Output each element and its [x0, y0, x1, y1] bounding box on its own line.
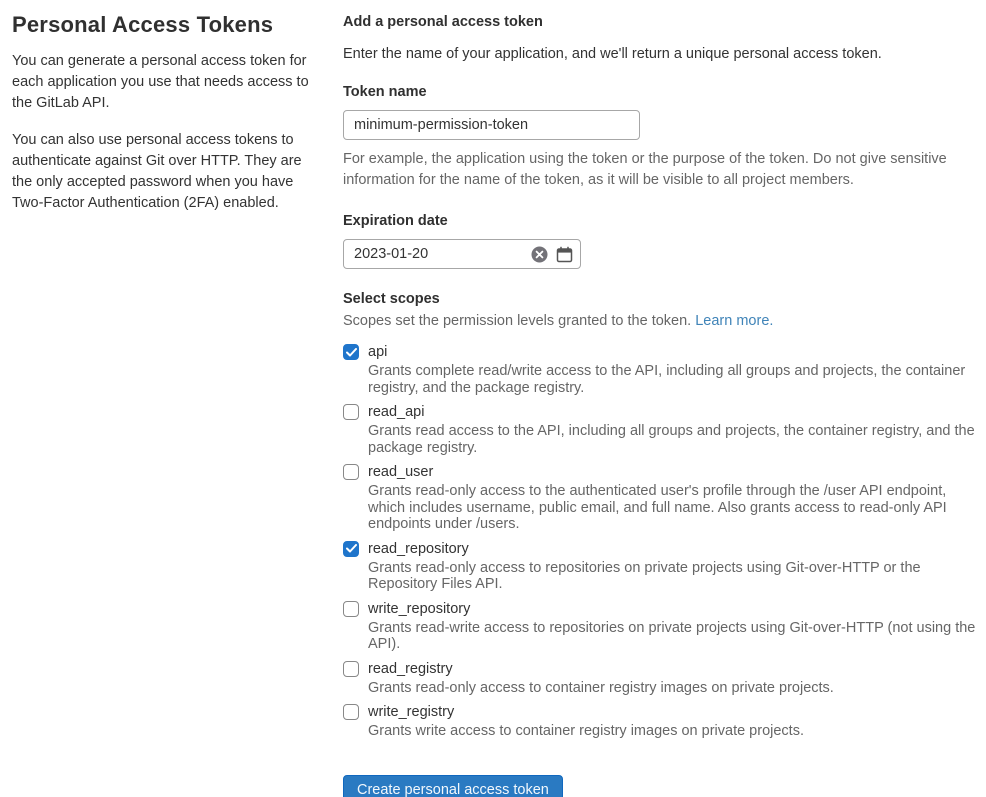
scope-head: [343, 404, 983, 420]
scope-description: Grants read access to the API, including all groups and projects, the container registry, and the package registry.: [368, 423, 975, 456]
token-name-input[interactable]: [343, 110, 640, 140]
scopes-section: [343, 291, 983, 740]
scope-head: [343, 464, 983, 480]
scope-checkbox[interactable]: [343, 464, 359, 480]
page-title: Personal Access Tokens: [12, 12, 274, 37]
form-heading: Add a personal access token: [343, 14, 543, 30]
calendar-icon[interactable]: [556, 246, 573, 263]
checkmark-icon: [346, 348, 357, 357]
description-column: [12, 12, 343, 797]
token-name-label: Token name: [343, 84, 427, 100]
scope-description: Grants read-only access to container registry images on private projects.: [368, 679, 834, 696]
token-name-help: For example, the application using the token or the purpose of the token. Do not give sensitive information for the name of the token, as it will be visible to all project members.: [343, 151, 947, 188]
scope-head: [343, 601, 983, 617]
scope-head: [343, 344, 983, 360]
scope-item: [343, 661, 983, 697]
select-scopes-label: Select scopes: [343, 291, 440, 307]
scope-description: Grants write access to container registry images on private projects.: [368, 723, 804, 739]
scope-checkbox[interactable]: [343, 404, 359, 420]
scope-label: read_user: [368, 464, 434, 480]
scope-head: [343, 661, 983, 677]
date-input-icons: [531, 239, 573, 269]
intro-paragraph-2: You can also use personal access tokens to authenticate against Git over HTTP. They are the only accepted password when you have Two-Factor Authentication (2FA) enabled.: [12, 132, 302, 211]
expiration-date-wrap: [343, 239, 581, 269]
form-subheading: Enter the name of your application, and we'll return a unique personal access token.: [343, 46, 882, 62]
scope-item: [343, 541, 983, 593]
scope-item: [343, 404, 983, 456]
checkmark-icon: [346, 544, 357, 553]
scope-list: [343, 344, 983, 740]
expiration-date-label: Expiration date: [343, 213, 448, 229]
scope-label: read_repository: [368, 540, 469, 557]
scope-label: read_registry: [368, 660, 453, 677]
expiration-field-block: [343, 213, 983, 269]
scope-item: [343, 704, 983, 740]
create-token-button[interactable]: Create personal access token: [343, 775, 563, 797]
scope-description: Grants complete read/write access to the API, including all groups and projects, the container registry, and the package registry.: [368, 363, 966, 396]
scopes-help-sentence: Scopes set the permission levels granted to the token.: [343, 313, 692, 329]
scope-checkbox[interactable]: [343, 344, 359, 360]
scope-label: write_registry: [368, 704, 455, 720]
scope-item: [343, 344, 983, 396]
scope-head: [343, 541, 983, 557]
scope-checkbox[interactable]: [343, 601, 359, 617]
scope-head: [343, 704, 983, 720]
scopes-help-text: [343, 313, 983, 329]
intro-paragraph-1: You can generate a personal access token for each application you use that needs access to the GitLab API.: [12, 53, 309, 111]
scope-description: Grants read-only access to the authenticated user's profile through the /user API endpoint, which includes username, public email, and full name. Also grants access to read-only API endpoints under /users.: [368, 483, 947, 532]
token-name-field-block: [343, 84, 983, 191]
scope-checkbox[interactable]: [343, 704, 359, 720]
token-form: [343, 12, 983, 797]
scope-item: [343, 464, 983, 533]
scope-label: write_repository: [368, 600, 471, 617]
scope-description: Grants read-only access to repositories on private projects using Git-over-HTTP or the Repository Files API.: [368, 559, 921, 592]
scope-label: read_api: [368, 404, 425, 420]
scope-checkbox[interactable]: [343, 661, 359, 677]
scope-label: api: [368, 344, 388, 360]
learn-more-link[interactable]: Learn more.: [695, 313, 774, 329]
scope-description: Grants read-write access to repositories on private projects using Git-over-HTTP (not using the API).: [368, 619, 976, 652]
scope-checkbox[interactable]: [343, 541, 359, 557]
scope-item: [343, 601, 983, 653]
clear-date-icon[interactable]: [531, 246, 548, 263]
